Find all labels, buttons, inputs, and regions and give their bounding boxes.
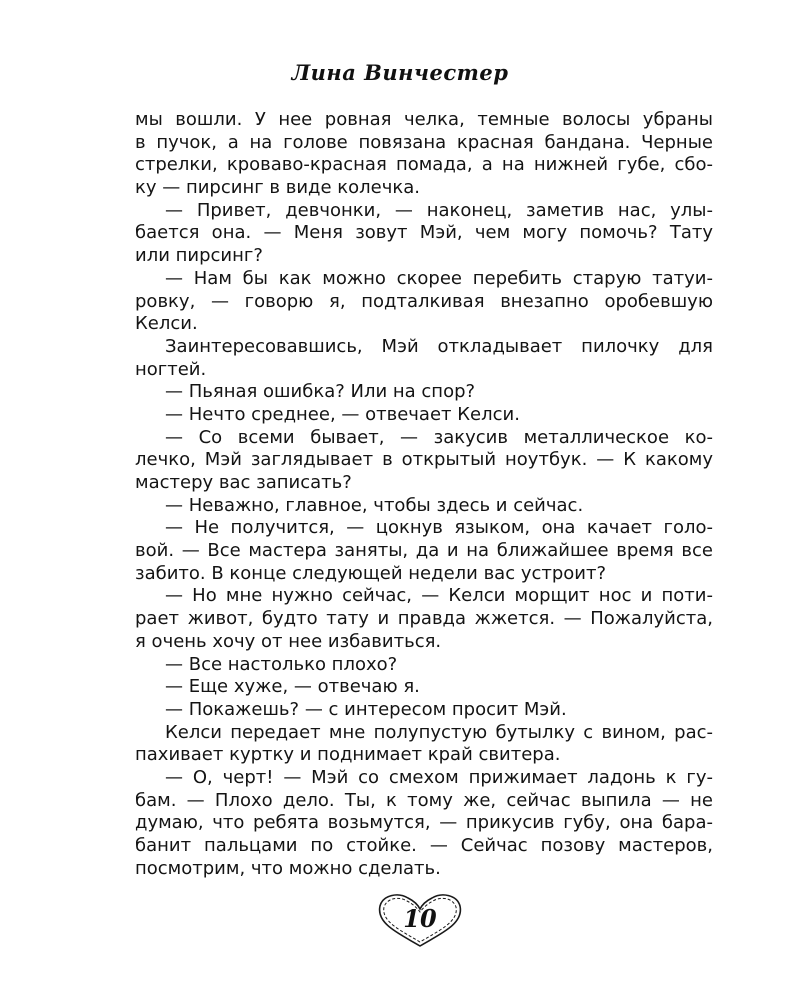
- text-line: я очень хочу от нее избавиться.: [135, 630, 442, 652]
- text-line: — Со всеми бывает, — закусив металлическое ко-: [165, 426, 713, 448]
- text-line: посмотрим, что можно сделать.: [135, 857, 441, 879]
- text-line: — Привет, девчонки, — наконец, заметив нас, улы-: [165, 199, 713, 221]
- text-line: Келси передает мне полупустую бутылку с вином, рас-: [165, 721, 713, 743]
- text-line: бам. — Плохо дело. Ты, к тому же, сейчас выпила — не: [135, 789, 713, 811]
- text-line: — Неважно, главное, чтобы здесь и сейчас.: [165, 494, 584, 516]
- text-line: банит пальцами по стойке. — Сейчас позову мастеров,: [135, 835, 713, 856]
- text-line: мы вошли. У нее ровная челка, темные волосы убраны: [135, 109, 713, 130]
- running-head-author: Лина Винчестер: [291, 60, 509, 85]
- text-line: вой. — Все мастера заняты, да и на ближайшее время все: [135, 540, 713, 562]
- text-line: ровку, — говорю я, подталкивая внезапно оробевшую: [135, 290, 713, 312]
- text-line: ку — пирсинг в виде колечка.: [135, 177, 421, 199]
- text-line: рает живот, будто тату и правда жжется. — Пожалуйста,: [135, 608, 713, 630]
- text-line: лечко, Мэй заглядывает в открытый ноутбук. — К какому: [135, 449, 713, 471]
- text-line: ногтей.: [135, 358, 207, 380]
- text-line: — Еще хуже, — отвечаю я.: [165, 676, 420, 698]
- text-line: думаю, что ребята возьмутся, — прикусив губу, она бара-: [135, 812, 713, 834]
- text-line: — Покажешь? — с интересом просит Мэй.: [165, 698, 567, 720]
- text-line: мастеру вас записать?: [135, 472, 352, 493]
- text-line: в пучок, а на голове повязана красная бандана. Черные: [135, 131, 713, 153]
- text-line: — О, черт! — Мэй со смехом прижимает ладонь к гу-: [165, 766, 713, 788]
- text-line: — Пьяная ошибка? Или на спор?: [165, 381, 476, 403]
- page-number: 10: [403, 904, 437, 933]
- text-line: пахивает куртку и поднимает край свитера.: [135, 744, 561, 766]
- page-number-ornament: [370, 890, 470, 952]
- text-line: — Все настолько плохо?: [165, 653, 398, 675]
- text-line: — Нам бы как можно скорее перебить старую татуи-: [165, 267, 713, 289]
- text-line: бается она. — Меня зовут Мэй, чем могу помочь? Тату: [135, 222, 713, 244]
- text-line: — Но мне нужно сейчас, — Келси морщит нос и поти-: [165, 585, 713, 607]
- text-line: — Не получится, — цокнув языком, она качает голо-: [165, 517, 713, 539]
- text-line: стрелки, кроваво-красная помада, а на нижней губе, сбо-: [135, 154, 713, 176]
- text-line: — Нечто среднее, — отвечает Келси.: [165, 403, 520, 425]
- text-line: Заинтересовавшись, Мэй откладывает пилочку для: [165, 335, 713, 357]
- text-line: Келси.: [135, 313, 198, 335]
- text-line: забито. В конце следующей недели вас устроит?: [135, 562, 607, 584]
- body-text: [135, 109, 713, 880]
- text-line: или пирсинг?: [135, 245, 263, 267]
